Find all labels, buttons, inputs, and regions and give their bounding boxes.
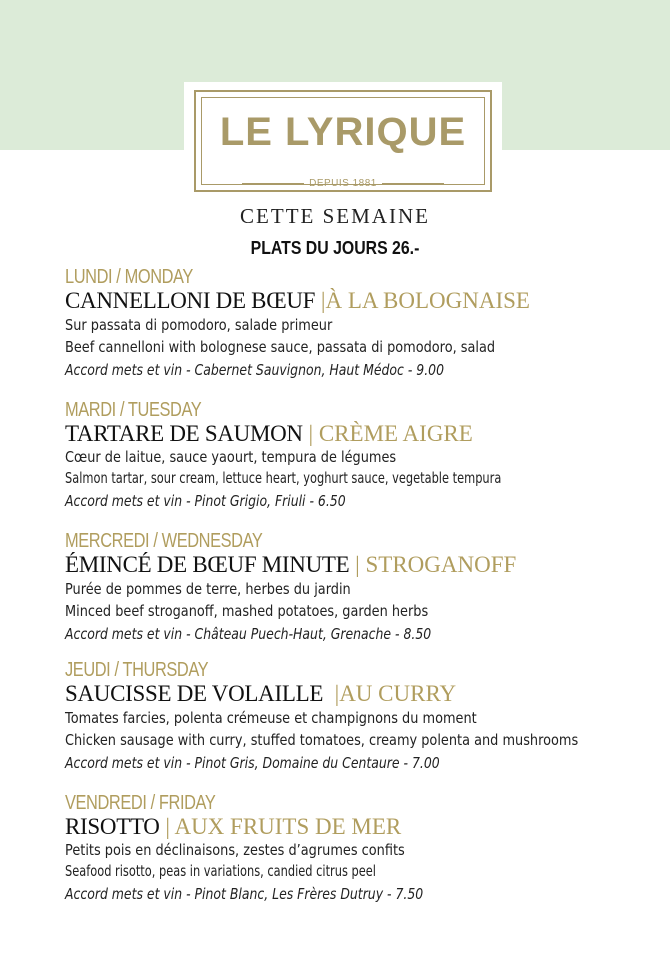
dish-style: CRÈME AIGRE bbox=[318, 421, 473, 446]
logo-rule-left bbox=[242, 183, 304, 184]
logo-since bbox=[184, 178, 502, 189]
dish-style: STROGANOFF bbox=[365, 552, 517, 577]
dish-separator: | bbox=[165, 814, 170, 839]
dish-description-en: Salmon tartar, sour cream, lettuce heart, yoghurt sauce, vegetable tempura bbox=[65, 469, 502, 487]
day-tuesday bbox=[65, 399, 655, 513]
day-label: MARDI / TUESDAY bbox=[65, 399, 202, 421]
dish-name: ÉMINCÉ DE BŒUF MINUTE bbox=[65, 552, 350, 577]
dish-description-en: Minced beef stroganoff, mashed potatoes, garden herbs bbox=[65, 602, 429, 620]
dish-title bbox=[65, 681, 655, 707]
dish-separator: | bbox=[334, 681, 340, 706]
logo-name: LE LYRIQUE bbox=[219, 110, 467, 154]
day-monday bbox=[65, 266, 655, 382]
dish-description-en: Chicken sausage with curry, stuffed tomatoes, creamy polenta and mushrooms bbox=[65, 731, 579, 749]
dish-separator: | bbox=[355, 552, 360, 577]
week-heading: CETTE SEMAINE bbox=[240, 204, 430, 228]
dish-description-fr: Cœur de laitue, sauce yaourt, tempura de légumes bbox=[65, 448, 397, 466]
dish-title bbox=[65, 421, 655, 447]
logo bbox=[184, 82, 502, 200]
daily-price-heading: PLATS DU JOURS 26.- bbox=[250, 238, 420, 258]
dish-name: RISOTTO bbox=[65, 814, 160, 839]
wine-pairing: Accord mets et vin - Pinot Blanc, Les Frères Dutruy - 7.50 bbox=[65, 885, 424, 903]
day-label: JEUDI / THURSDAY bbox=[65, 659, 209, 681]
dish-title bbox=[65, 814, 655, 840]
day-label: LUNDI / MONDAY bbox=[65, 266, 193, 288]
dish-description-fr: Petits pois en déclinaisons, zestes d’agrumes confits bbox=[65, 841, 405, 859]
day-thursday bbox=[65, 659, 655, 775]
dish-description-fr: Tomates farcies, polenta crémeuse et champignons du moment bbox=[65, 709, 477, 727]
dish-style: AUX FRUITS DE MER bbox=[174, 814, 402, 839]
day-wednesday bbox=[65, 530, 655, 646]
dish-separator: | bbox=[308, 421, 314, 446]
wine-pairing: Accord mets et vin - Château Puech-Haut, Grenache - 8.50 bbox=[65, 625, 432, 643]
day-label: MERCREDI / WEDNESDAY bbox=[65, 530, 263, 552]
dish-name: SAUCISSE DE VOLAILLE bbox=[65, 681, 324, 706]
dish-description-fr: Purée de pommes de terre, herbes du jardin bbox=[65, 580, 351, 598]
dish-separator: | bbox=[320, 288, 326, 313]
day-label: VENDREDI / FRIDAY bbox=[65, 792, 216, 814]
wine-pairing: Accord mets et vin - Pinot Gris, Domaine du Centaure - 7.00 bbox=[65, 754, 440, 772]
wine-pairing: Accord mets et vin - Cabernet Sauvignon, Haut Médoc - 9.00 bbox=[65, 361, 445, 379]
dish-title bbox=[65, 288, 655, 314]
dish-title bbox=[65, 552, 655, 578]
dish-description-en: Seafood risotto, peas in variations, candied citrus peel bbox=[65, 862, 376, 880]
dish-name: CANNELLONI DE BŒUF bbox=[65, 288, 316, 313]
dish-description-en: Beef cannelloni with bolognese sauce, passata di pomodoro, salad bbox=[65, 338, 496, 356]
logo-since-text: DEPUIS 1881 bbox=[309, 178, 377, 189]
dish-style: À LA BOLOGNAISE bbox=[325, 288, 530, 313]
dish-name: TARTARE DE SAUMON bbox=[65, 421, 303, 446]
dish-description-fr: Sur passata di pomodoro, salade primeur bbox=[65, 316, 333, 334]
wine-pairing: Accord mets et vin - Pinot Grigio, Friuli - 6.50 bbox=[65, 492, 346, 510]
day-friday bbox=[65, 792, 655, 906]
dish-style: AU CURRY bbox=[339, 681, 457, 706]
logo-rule-right bbox=[382, 183, 444, 184]
